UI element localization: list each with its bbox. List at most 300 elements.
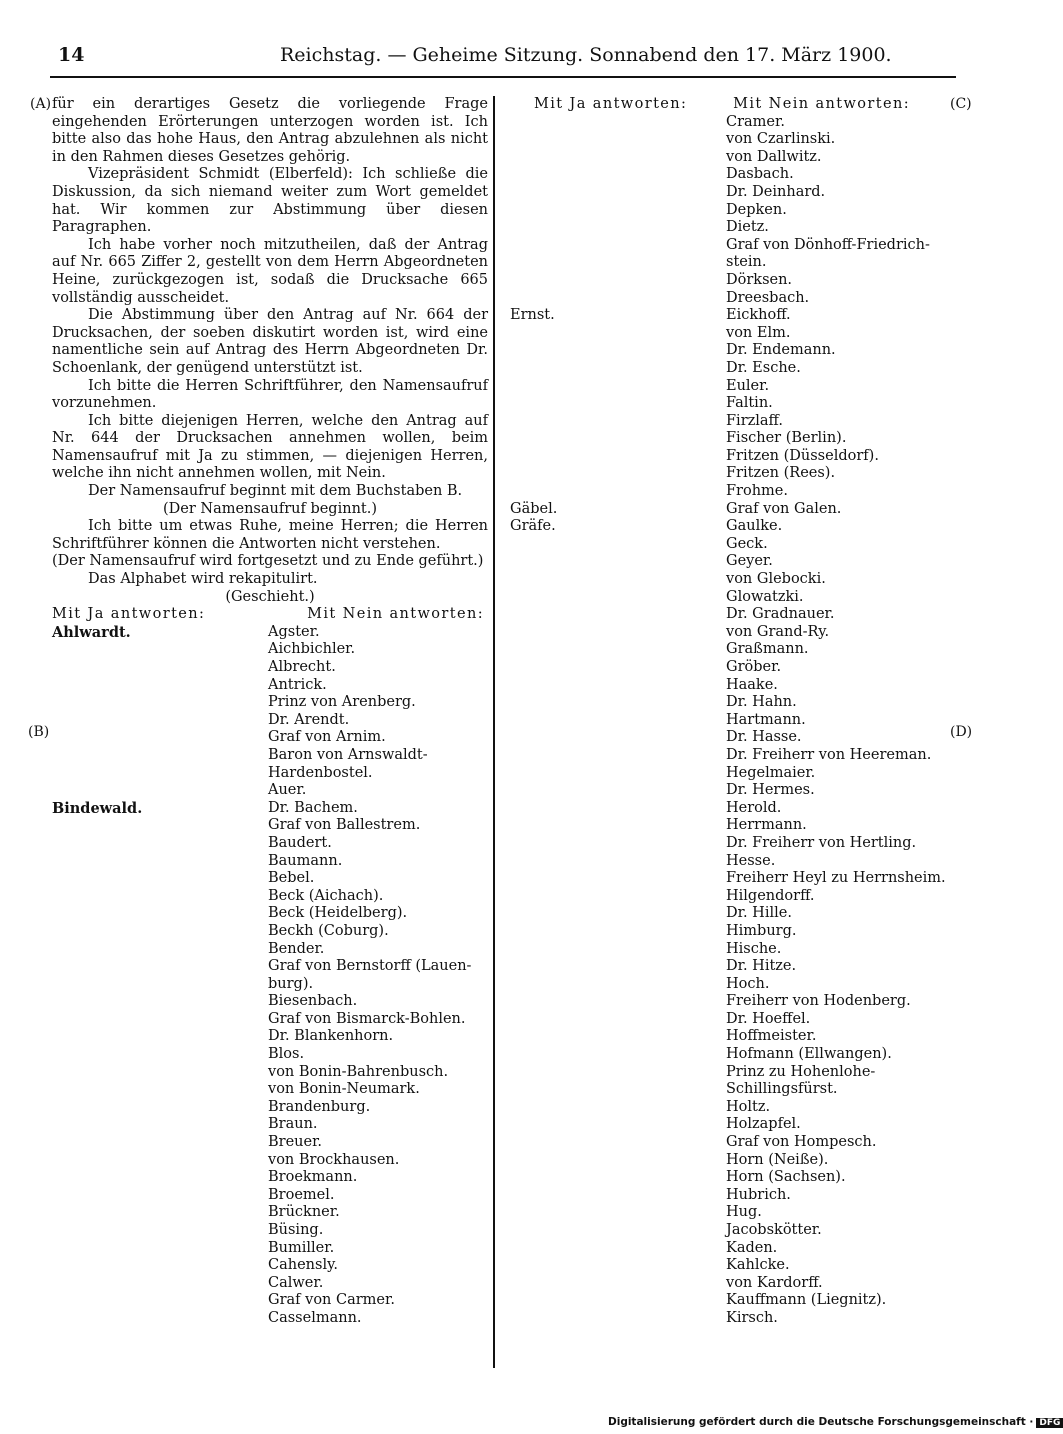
vote-row	[510, 817, 950, 835]
ja-name	[510, 677, 726, 695]
vote-row	[52, 1292, 488, 1310]
nein-name: Holzapfel.	[726, 1116, 801, 1133]
nein-name: von Grand-Ry.	[726, 623, 830, 640]
vote-row	[510, 131, 950, 149]
vote-row	[52, 1187, 488, 1205]
vote-row	[52, 870, 488, 888]
vote-row	[52, 1152, 488, 1170]
stage-direction: (Der Namensaufruf beginnt.)	[163, 500, 377, 517]
vote-header-ja: Mit Ja antworten:	[52, 606, 206, 623]
ja-name	[510, 1152, 726, 1170]
nein-name: Beckh (Coburg).	[268, 922, 389, 939]
nein-name: Calwer.	[268, 1274, 324, 1291]
vote-row	[52, 817, 488, 835]
ja-name	[510, 219, 726, 237]
nein-name: Hofmann (Ellwangen).	[726, 1046, 892, 1063]
vote-row	[52, 1028, 488, 1046]
vote-row	[510, 1099, 950, 1117]
ja-name	[510, 1169, 726, 1187]
nein-name: Dr. Deinhard.	[726, 183, 826, 200]
vote-row	[510, 430, 950, 448]
ja-name	[510, 712, 726, 730]
vote-row	[52, 800, 488, 818]
nein-name: Braun.	[268, 1116, 318, 1133]
nein-name: Kahlcke.	[726, 1257, 790, 1274]
vote-row	[52, 905, 488, 923]
vote-row	[510, 712, 950, 730]
paragraph: Vizepräsident Schmidt (Elberfeld): Ich schließe die Diskussion, da sich niemand weiter zum Wort gemeldet hat. Wir kommen zur Abstimmung über diesen Paragraphen.	[52, 166, 488, 236]
ja-name	[510, 800, 726, 818]
dfg-logo: DFG	[1036, 1418, 1063, 1428]
vote-row	[52, 835, 488, 853]
vote-header	[510, 96, 950, 114]
nein-name: Faltin.	[726, 395, 773, 412]
ja-name	[510, 536, 726, 554]
nein-name: burg).	[268, 975, 314, 992]
ja-name	[510, 976, 726, 994]
footer	[608, 1416, 1063, 1428]
nein-name: Herrmann.	[726, 817, 807, 834]
vote-row	[510, 307, 950, 325]
paragraph: für ein derartiges Gesetz die vorliegende Frage eingehenden Erörterungen unterzogen worden ist. Ich bitte also das hohe Haus, den Antrag abzulehnen als nicht in den Rahmen dieses Gesetzes gehörig.	[52, 96, 488, 165]
paragraph: Die Abstimmung über den Antrag auf Nr. 664 der Drucksachen, der soeben diskutirt worden ist, wird eine namentliche sein auf Antrag des Herrn Abgeordneten Dr. Schoenlank, der genügend unterstützt ist.	[52, 307, 488, 376]
vote-row	[510, 219, 950, 237]
ja-name	[52, 747, 268, 765]
nein-name: Geck.	[726, 535, 768, 552]
paragraph: Ich bitte diejenigen Herren, welche den Antrag auf Nr. 644 der Drucksachen annehmen wollen, beim Namensaufruf mit Ja zu stimmen, — diejenigen Herren, welche ihn nicht annehmen wollen, mit Nein.	[52, 412, 488, 482]
ja-name	[52, 853, 268, 871]
nein-name: Antrick.	[268, 676, 327, 693]
nein-name: Graf von Bernstorff (Lauen-	[268, 958, 472, 975]
vote-row	[510, 1222, 950, 1240]
ja-name	[510, 853, 726, 871]
nein-name: von Czarlinski.	[726, 131, 836, 148]
vote-row	[510, 1310, 950, 1328]
nein-name: Gröber.	[726, 659, 782, 675]
ja-name	[52, 1187, 268, 1205]
ja-name: Gäbel.	[510, 500, 558, 517]
vote-row	[510, 342, 950, 360]
vote-row	[52, 993, 488, 1011]
nein-name: Broekmann.	[268, 1169, 358, 1186]
ja-name	[52, 765, 268, 783]
nein-name: Dietz.	[726, 219, 769, 236]
nein-name: Hug.	[726, 1204, 762, 1221]
ja-name	[52, 958, 268, 976]
vote-row	[510, 1152, 950, 1170]
vote-row	[52, 641, 488, 659]
vote-row	[510, 835, 950, 853]
vote-row	[52, 1310, 488, 1328]
page-header	[50, 44, 956, 74]
nein-name: von Kardorff.	[726, 1274, 823, 1291]
nein-name: Blos.	[268, 1046, 305, 1063]
ja-name	[510, 1064, 726, 1082]
vote-row	[510, 325, 950, 343]
nein-name: Dr. Blankenhorn.	[268, 1028, 394, 1045]
margin-marker-c: (C)	[950, 96, 972, 112]
ja-name	[52, 782, 268, 800]
ja-name	[510, 290, 726, 308]
vote-row	[52, 694, 488, 712]
ja-name	[52, 1081, 268, 1099]
ja-name	[510, 448, 726, 466]
vote-row	[52, 923, 488, 941]
paragraph: Das Alphabet wird rekapitulirt.	[88, 571, 318, 588]
nein-name: Dörksen.	[726, 271, 793, 288]
vote-row	[510, 853, 950, 871]
vote-row	[52, 1204, 488, 1222]
nein-name: Aichbichler.	[268, 641, 356, 658]
ja-name: Ernst.	[510, 307, 555, 324]
paragraph: Ich habe vorher noch mitzutheilen, daß der Antrag auf Nr. 665 Ziffer 2, gestellt von dem Herrn Abgeordneten Heine, zurückgezogen ist, sodaß die Drucksache 665 vollständig ausscheidet.	[52, 236, 488, 306]
vote-row	[510, 1011, 950, 1029]
ja-name	[510, 905, 726, 923]
nein-name: Graßmann.	[726, 641, 809, 658]
vote-row	[510, 958, 950, 976]
nein-name: Glowatzki.	[726, 588, 804, 605]
nein-name: Cahensly.	[268, 1257, 338, 1274]
margin-marker-b: (B)	[28, 724, 50, 740]
nein-name: Dr. Hahn.	[726, 694, 797, 711]
ja-name	[52, 835, 268, 853]
nein-name: Graf von Arnim.	[268, 729, 386, 746]
vote-header-ja: Mit Ja antworten:	[534, 96, 688, 112]
ja-name	[510, 571, 726, 589]
ja-name	[510, 430, 726, 448]
ja-name	[510, 747, 726, 765]
ja-name	[510, 817, 726, 835]
ja-name	[510, 202, 726, 220]
ja-name	[510, 641, 726, 659]
ja-name	[510, 325, 726, 343]
ja-name	[510, 1011, 726, 1029]
nein-name: Graf von Bismarck-Bohlen.	[268, 1010, 466, 1027]
ja-name	[510, 941, 726, 959]
vote-row	[510, 694, 950, 712]
nein-name: Dr. Endemann.	[726, 342, 836, 359]
ja-name	[52, 1064, 268, 1082]
ja-name	[510, 483, 726, 501]
nein-name: Casselmann.	[268, 1309, 362, 1326]
ja-name	[510, 1081, 726, 1099]
vote-row	[52, 958, 488, 976]
vote-row	[510, 237, 950, 255]
vote-row	[510, 729, 950, 747]
vote-row	[510, 624, 950, 642]
nein-name: Graf von Dönhoff-Friedrich-	[726, 236, 930, 253]
margin-marker-d: (D)	[950, 724, 973, 740]
nein-name: Auer.	[268, 782, 307, 799]
vote-row	[510, 1204, 950, 1222]
vote-row	[510, 800, 950, 818]
ja-name	[510, 114, 726, 132]
ja-name	[510, 1116, 726, 1134]
vote-row	[510, 254, 950, 272]
vote-row	[510, 993, 950, 1011]
ja-name	[52, 729, 268, 747]
nein-name: Kirsch.	[726, 1309, 778, 1326]
vote-list	[52, 624, 488, 1328]
page-number: 14	[58, 44, 85, 66]
ja-name: Bindewald.	[52, 799, 143, 817]
vote-row	[52, 729, 488, 747]
ja-name	[52, 1099, 268, 1117]
nein-name: von Brockhausen.	[268, 1151, 400, 1168]
nein-name: Kaden.	[726, 1239, 778, 1256]
vote-row	[52, 1240, 488, 1258]
nein-name: Eickhoff.	[726, 307, 791, 324]
vote-row	[510, 536, 950, 554]
nein-name: Dreesbach.	[726, 289, 810, 306]
ja-name	[52, 905, 268, 923]
ja-name	[510, 1099, 726, 1117]
nein-name: Dr. Hasse.	[726, 729, 802, 746]
nein-name: Büsing.	[268, 1222, 324, 1238]
nein-name: Dr. Freiherr von Hertling.	[726, 834, 917, 851]
vote-row	[510, 518, 950, 536]
vote-row	[52, 1011, 488, 1029]
nein-name: Frohme.	[726, 483, 789, 500]
ja-name	[510, 237, 726, 255]
nein-name: Broemel.	[268, 1186, 335, 1203]
ja-name	[52, 659, 268, 677]
ja-name	[510, 1204, 726, 1222]
column-divider	[493, 96, 495, 1368]
margin-marker-a: (A)	[30, 96, 52, 112]
ja-name	[52, 1222, 268, 1240]
nein-name: Dr. Arendt.	[268, 711, 350, 728]
ja-name: Gräfe.	[510, 518, 556, 535]
ja-name	[52, 641, 268, 659]
vote-row	[510, 870, 950, 888]
vote-row	[510, 202, 950, 220]
vote-row	[52, 712, 488, 730]
ja-name	[52, 923, 268, 941]
vote-row	[510, 677, 950, 695]
nein-name: von Dallwitz.	[726, 148, 822, 165]
ja-name	[510, 254, 726, 272]
ja-name	[510, 589, 726, 607]
nein-name: Depken.	[726, 201, 787, 218]
vote-row	[510, 465, 950, 483]
vote-row	[510, 1275, 950, 1293]
vote-row	[52, 1064, 488, 1082]
nein-name: Euler.	[726, 377, 770, 394]
vote-row	[510, 166, 950, 184]
ja-name	[510, 149, 726, 167]
nein-name: Dr. Bachem.	[268, 799, 358, 816]
nein-name: Dr. Hille.	[726, 905, 792, 922]
ja-name	[510, 1292, 726, 1310]
ja-name	[510, 694, 726, 712]
vote-row	[52, 1222, 488, 1240]
nein-name: Bebel.	[268, 870, 315, 887]
ja-name	[52, 870, 268, 888]
vote-row	[510, 905, 950, 923]
nein-name: Bender.	[268, 940, 325, 957]
running-title: Reichstag. — Geheime Sitzung. Sonnabend den 17. März 1900.	[280, 44, 892, 66]
nein-name: Brandenburg.	[268, 1098, 371, 1115]
nein-name: von Bonin-Bahrenbusch.	[268, 1063, 449, 1080]
vote-row	[510, 1187, 950, 1205]
ja-name	[510, 659, 726, 677]
ja-name	[510, 765, 726, 783]
ja-name	[510, 923, 726, 941]
nein-name: von Elm.	[726, 324, 791, 341]
ja-name	[510, 1028, 726, 1046]
vote-row	[52, 1046, 488, 1064]
ja-name	[510, 782, 726, 800]
vote-row	[52, 747, 488, 765]
nein-name: stein.	[726, 254, 767, 271]
ja-name	[52, 817, 268, 835]
ja-name	[510, 272, 726, 290]
nein-name: Haake.	[726, 676, 778, 693]
ja-name	[510, 1240, 726, 1258]
nein-name: Graf von Galen.	[726, 500, 842, 517]
ja-name	[510, 835, 726, 853]
ja-name	[52, 1134, 268, 1152]
vote-row	[510, 571, 950, 589]
nein-name: Dr. Hermes.	[726, 782, 815, 799]
nein-name: Hilgendorff.	[726, 887, 815, 904]
stage-direction: (Geschieht.)	[225, 588, 315, 605]
ja-name	[52, 1169, 268, 1187]
nein-name: von Glebocki.	[726, 571, 826, 588]
vote-row	[510, 553, 950, 571]
right-column	[510, 96, 950, 1328]
nein-name: Graf von Carmer.	[268, 1292, 395, 1309]
vote-row	[510, 290, 950, 308]
vote-row	[510, 1240, 950, 1258]
ja-name	[52, 1152, 268, 1170]
vote-row	[510, 272, 950, 290]
ja-name	[52, 1257, 268, 1275]
nein-name: Dr. Gradnauer.	[726, 606, 835, 623]
ja-name	[52, 1028, 268, 1046]
vote-row	[52, 1081, 488, 1099]
ja-name	[52, 1116, 268, 1134]
vote-row	[510, 378, 950, 396]
ja-name	[510, 1257, 726, 1275]
nein-name: Hesse.	[726, 852, 776, 869]
ja-name	[510, 1275, 726, 1293]
ja-name	[510, 624, 726, 642]
vote-row	[52, 659, 488, 677]
nein-name: von Bonin-Neumark.	[268, 1081, 420, 1098]
ja-name	[52, 1046, 268, 1064]
vote-row	[52, 1116, 488, 1134]
nein-name: Hartmann.	[726, 711, 806, 728]
vote-header-nein: Mit Nein antworten:	[733, 96, 910, 112]
vote-row	[510, 923, 950, 941]
vote-row	[510, 1028, 950, 1046]
vote-list	[510, 114, 950, 1328]
nein-name: Fritzen (Düsseldorf).	[726, 447, 879, 464]
nein-name: Fischer (Berlin).	[726, 430, 847, 447]
ja-name	[510, 166, 726, 184]
ja-name	[510, 378, 726, 396]
vote-row	[510, 184, 950, 202]
vote-row	[52, 941, 488, 959]
nein-name: Jacobskötter.	[726, 1222, 822, 1238]
nein-name: Agster.	[268, 623, 320, 640]
vote-row	[510, 589, 950, 607]
nein-name: Brückner.	[268, 1204, 340, 1221]
vote-row	[510, 747, 950, 765]
ja-name	[510, 413, 726, 431]
ja-name	[510, 131, 726, 149]
vote-row	[52, 853, 488, 871]
ja-name	[510, 465, 726, 483]
ja-name	[510, 606, 726, 624]
ja-name	[510, 729, 726, 747]
vote-row	[52, 1169, 488, 1187]
vote-row	[510, 976, 950, 994]
paragraph: Ich bitte um etwas Ruhe, meine Herren; die Herren Schriftführer können die Antworten nicht verstehen.	[52, 518, 488, 552]
ja-name	[52, 1011, 268, 1029]
stage-direction: (Der Namensaufruf wird fortgesetzt und zu Ende geführt.)	[52, 553, 484, 570]
ja-name	[510, 1046, 726, 1064]
vote-row	[52, 677, 488, 695]
vote-row	[510, 782, 950, 800]
nein-name: Dr. Hitze.	[726, 958, 797, 975]
vote-row	[510, 395, 950, 413]
ja-name	[52, 1292, 268, 1310]
nein-name: Hoffmeister.	[726, 1028, 817, 1045]
nein-name: Firzlaff.	[726, 412, 783, 429]
vote-row	[510, 1292, 950, 1310]
ja-name	[510, 553, 726, 571]
vote-row	[52, 1275, 488, 1293]
ja-name	[52, 993, 268, 1011]
vote-row	[52, 782, 488, 800]
vote-row	[510, 1064, 950, 1082]
vote-row	[510, 501, 950, 519]
ja-name	[510, 1222, 726, 1240]
vote-row	[510, 1134, 950, 1152]
paragraph: Ich bitte die Herren Schriftführer, den Namensaufruf vorzunehmen.	[52, 377, 488, 412]
nein-name: Graf von Ballestrem.	[268, 817, 421, 834]
paragraph: Der Namensaufruf beginnt mit dem Buchstaben B.	[88, 483, 463, 500]
nein-name: Herold.	[726, 799, 782, 816]
ja-name	[510, 870, 726, 888]
vote-row	[52, 765, 488, 783]
vote-row	[510, 360, 950, 378]
ja-name	[52, 1240, 268, 1258]
nein-name: Dr. Esche.	[726, 359, 801, 376]
left-column	[52, 96, 488, 1328]
vote-row	[510, 888, 950, 906]
ja-name	[52, 712, 268, 730]
vote-row	[510, 1257, 950, 1275]
vote-row	[510, 114, 950, 132]
vote-row	[510, 1046, 950, 1064]
ja-name	[510, 395, 726, 413]
nein-name: Hardenbostel.	[268, 764, 373, 781]
vote-row	[52, 1257, 488, 1275]
ja-name	[52, 677, 268, 695]
nein-name: Hegelmaier.	[726, 764, 816, 781]
nein-name: Bumiller.	[268, 1239, 335, 1256]
ja-name	[510, 342, 726, 360]
vote-row	[510, 413, 950, 431]
ja-name	[52, 1204, 268, 1222]
ja-name	[510, 1187, 726, 1205]
nein-name: Hische.	[726, 940, 782, 957]
nein-name: Graf von Hompesch.	[726, 1134, 877, 1151]
